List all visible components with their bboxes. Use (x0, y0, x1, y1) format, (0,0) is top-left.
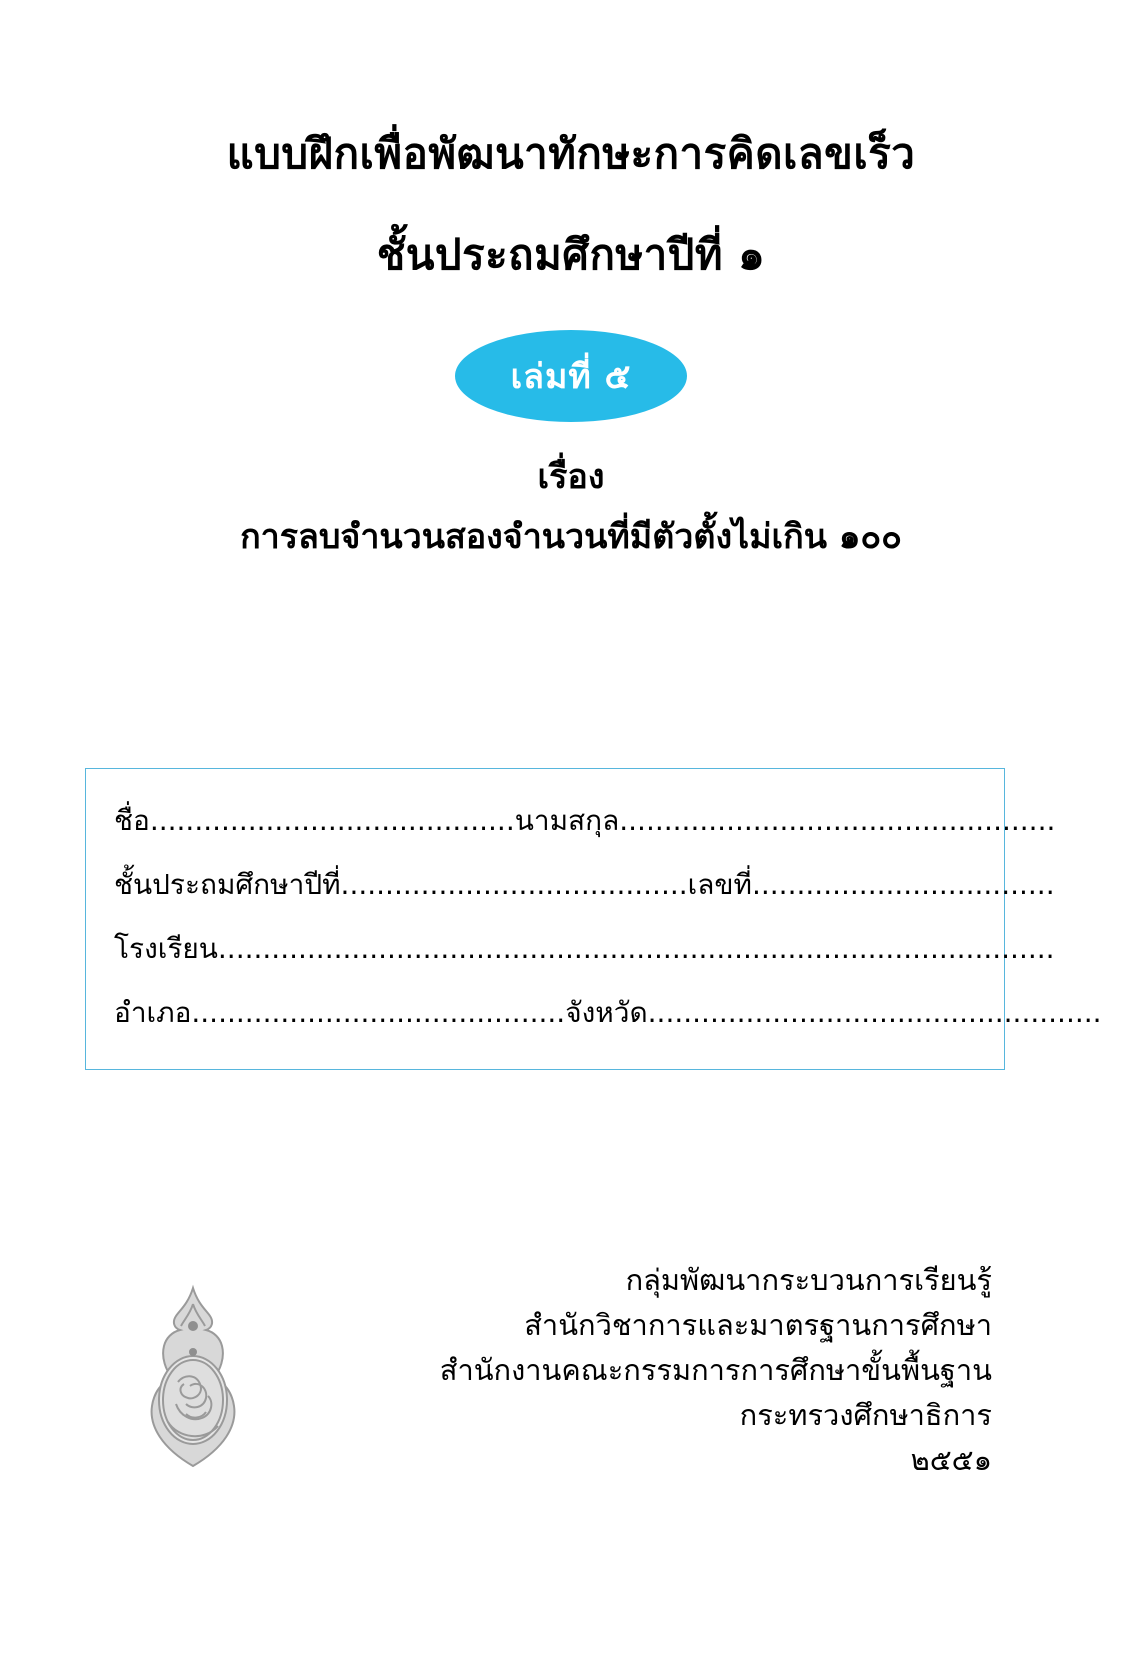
footer-line-2: สำนักวิชาการและมาตรฐานการศึกษา (524, 1307, 992, 1342)
subject-label: เรื่อง (537, 457, 605, 497)
footer-line-4: กระทรวงศึกษาธิการ (739, 1397, 992, 1432)
page-title: แบบฝึกเพื่อพัฒนาทักษะการคิดเลขเร็ว (226, 129, 916, 178)
publisher-footer (440, 1258, 992, 1483)
volume-badge-wrap (0, 330, 1142, 422)
volume-badge-label: เล่มที่ ๕ (510, 357, 632, 397)
ministry-of-education-emblem-icon (128, 1282, 258, 1472)
subject-block (0, 455, 1142, 561)
title-block (0, 128, 1142, 281)
student-info-box (85, 768, 1102, 1070)
info-line-school[interactable]: โรงเรียน.............................................................................................. (114, 932, 1055, 965)
footer-line-3: สำนักงานคณะกรรมการการศึกษาขั้นพื้นฐาน (439, 1352, 992, 1387)
page-subtitle: ชั้นประถมศึกษาปีที่ ๑ (376, 229, 766, 279)
footer-year: ๒๕๕๑ (910, 1442, 992, 1477)
info-line-class[interactable]: ชั้นประถมศึกษาปีที่.......................................เลขที่.................................. (114, 868, 1055, 901)
footer-line-1: กลุ่มพัฒนากระบวนการเรียนรู้ (625, 1263, 992, 1297)
subject-topic: การลบจำนวนสองจำนวนที่มีตัวตั้งไม่เกิน ๑๐๐ (240, 516, 902, 557)
volume-badge (455, 330, 687, 422)
info-line-district[interactable]: อำเภอ..........................................จังหวัด................................................... (114, 996, 1102, 1029)
info-line-name[interactable]: ชื่อ.........................................นามสกุล................................................. (114, 804, 1056, 837)
